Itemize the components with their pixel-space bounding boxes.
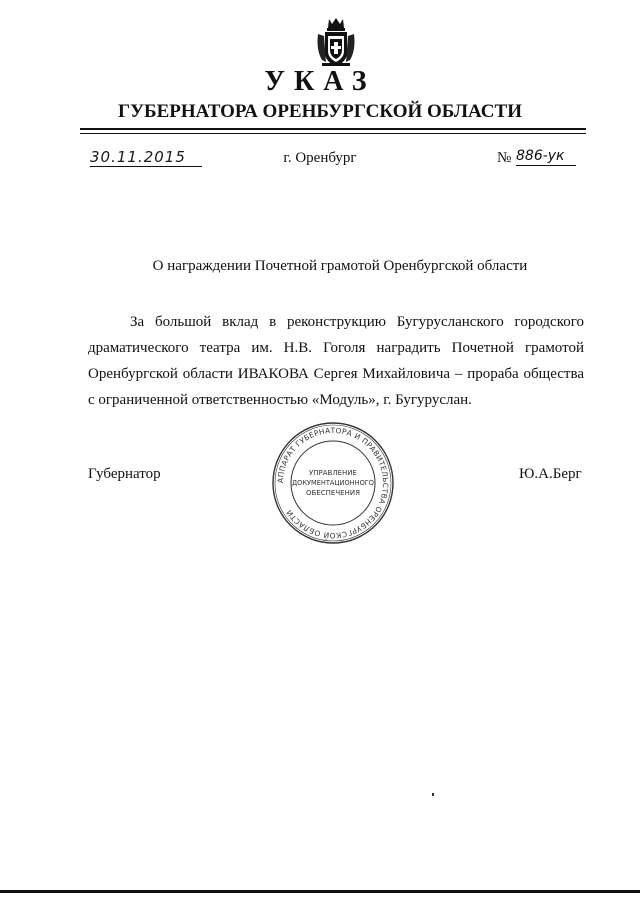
seal-center-line: ДОКУМЕНТАЦИОННОГО — [292, 479, 374, 487]
official-seal — [270, 420, 396, 546]
seal-center-line: ОБЕСПЕЧЕНИЯ — [306, 489, 360, 497]
document-title: УКАЗ — [264, 66, 376, 97]
document-subtitle: ГУБЕРНАТОРА ОРЕНБУРГСКОЙ ОБЛАСТИ — [118, 101, 522, 122]
page-bottom-rule — [0, 890, 640, 893]
header-divider-thick — [80, 128, 586, 130]
document-number: 886-ук — [516, 147, 576, 166]
coat-of-arms-icon — [312, 16, 360, 68]
scan-mark — [432, 793, 434, 796]
body-line: За большой вклад в реконструкцию Бугурусланского городского — [130, 314, 584, 330]
seal-center-line: УПРАВЛЕНИЕ — [309, 469, 357, 477]
body-line: с ограниченной ответственностью «Модуль», г. Бугуруслан. — [88, 392, 472, 408]
signer-role: Губернатор — [88, 466, 161, 482]
document-date: 30.11.2015 — [90, 148, 202, 167]
number-sign: № — [497, 150, 512, 166]
seal-ring-text: АППАРАТ ГУБЕРНАТОРА И ПРАВИТЕЛЬСТВА ОРЕНБУРГСКОЙ ОБЛАСТИ — [275, 425, 391, 541]
body-line: драматического театра им. Н.В. Гоголя наградить Почетной грамотой — [88, 340, 584, 356]
document-city: г. Оренбург — [283, 150, 357, 166]
signer-name: Ю.А.Берг — [519, 466, 582, 482]
body-line: Оренбургской области ИВАКОВА Сергея Михайловича – прораба общества — [88, 366, 584, 382]
header-divider-thin — [80, 133, 586, 134]
document-body — [88, 309, 584, 413]
document-heading: О награждении Почетной грамотой Оренбургской области — [152, 258, 528, 274]
